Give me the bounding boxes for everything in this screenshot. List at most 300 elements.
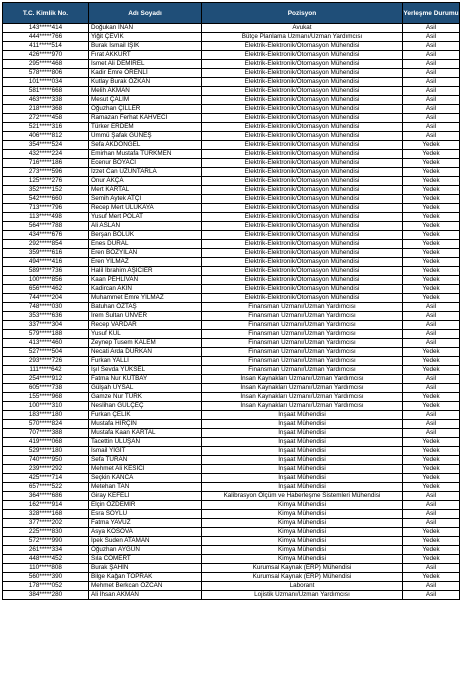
position-cell: İnşaat Mühendisi [202, 411, 403, 420]
tc-kimlik-no-cell: 716*****186 [3, 159, 89, 168]
name-cell: İsmet Ali DEMİREL [89, 60, 202, 69]
placement-status-cell: Yedek [403, 528, 460, 537]
name-cell: Mustafa Kaan KARTAL [89, 429, 202, 438]
tc-kimlik-no-cell: 529*****180 [3, 447, 89, 456]
placement-status-cell: Asil [403, 510, 460, 519]
table-row [3, 510, 460, 519]
table-row [3, 42, 460, 51]
tc-kimlik-no-cell: 448*****452 [3, 555, 89, 564]
name-cell: Kadir Emre ÖRENLİ [89, 69, 202, 78]
placement-status-cell: Yedek [403, 240, 460, 249]
position-cell: Avukat [202, 24, 403, 33]
placement-status-cell: Asil [403, 123, 460, 132]
table-row [3, 276, 460, 285]
placement-status-cell: Asil [403, 384, 460, 393]
table-row [3, 60, 460, 69]
placement-status-cell: Asil [403, 42, 460, 51]
position-cell: Elektrik-Elektronik/Otomasyon Mühendisi [202, 177, 403, 186]
position-cell: Finansman Uzmanı/Uzman Yardımcısı [202, 330, 403, 339]
placement-status-cell: Yedek [403, 555, 460, 564]
tc-kimlik-no-cell: 352*****152 [3, 186, 89, 195]
position-cell: İnsan Kaynakları Uzmanı/Uzman Yardımcısı [202, 402, 403, 411]
name-cell: Halil İbrahim AŞICIER [89, 267, 202, 276]
table-row [3, 141, 460, 150]
tc-kimlik-no-cell: 740*****950 [3, 456, 89, 465]
name-cell: Işıl Sevda YÜKSEL [89, 366, 202, 375]
placement-status-cell: Asil [403, 330, 460, 339]
name-cell: Emirhan Mustafa TÜRKMEN [89, 150, 202, 159]
position-cell: Finansman Uzmanı/Uzman Yardımcısı [202, 303, 403, 312]
name-cell: İzzet Can UZUNTARLA [89, 168, 202, 177]
name-cell: Necati Arda DURKAN [89, 348, 202, 357]
position-cell: Elektrik-Elektronik/Otomasyon Mühendisi [202, 204, 403, 213]
placement-status-cell: Yedek [403, 348, 460, 357]
position-cell: Elektrik-Elektronik/Otomasyon Mühendisi [202, 51, 403, 60]
position-cell: Kimya Mühendisi [202, 501, 403, 510]
placement-status-cell: Asil [403, 582, 460, 591]
position-cell: İnşaat Mühendisi [202, 456, 403, 465]
table-row [3, 402, 460, 411]
position-cell: İnşaat Mühendisi [202, 474, 403, 483]
tc-kimlik-no-cell: 542*****660 [3, 195, 89, 204]
placement-status-cell: Asil [403, 519, 460, 528]
position-cell: İnşaat Mühendisi [202, 429, 403, 438]
tc-kimlik-no-cell: 570*****824 [3, 420, 89, 429]
table-row [3, 168, 460, 177]
table-row [3, 204, 460, 213]
table-row [3, 258, 460, 267]
placement-status-cell: Yedek [403, 213, 460, 222]
placement-status-cell: Yedek [403, 537, 460, 546]
placement-status-cell: Yedek [403, 357, 460, 366]
name-cell: Kadircan AKIN [89, 285, 202, 294]
position-cell: Elektrik-Elektronik/Otomasyon Mühendisi [202, 159, 403, 168]
name-cell: Gülşah UYSAL [89, 384, 202, 393]
placement-status-cell: Asil [403, 303, 460, 312]
name-cell: Eren YILMAZ [89, 258, 202, 267]
tc-kimlik-no-cell: 657*****522 [3, 483, 89, 492]
table-row [3, 114, 460, 123]
position-cell: Kalibrasyon Ölçüm ve Haberleşme Sistemleri Mühendisi [202, 492, 403, 501]
name-cell: Burak İsmail IŞIK [89, 42, 202, 51]
tc-kimlik-no-cell: 225*****830 [3, 528, 89, 537]
position-cell: Elektrik-Elektronik/Otomasyon Mühendisi [202, 105, 403, 114]
header-yerlesme-durumu: Yerleşme Durumu [403, 3, 460, 24]
tc-kimlik-no-cell: 178*****052 [3, 582, 89, 591]
position-cell: Elektrik-Elektronik/Otomasyon Mühendisi [202, 69, 403, 78]
name-cell: Sefa TURAN [89, 456, 202, 465]
tc-kimlik-no-cell: 239*****292 [3, 465, 89, 474]
table-row [3, 78, 460, 87]
tc-kimlik-no-cell: 384*****280 [3, 591, 89, 600]
position-cell: Laborant [202, 582, 403, 591]
position-cell: Bütçe Planlama Uzmanı/Uzman Yardımcısı [202, 33, 403, 42]
position-cell: Finansman Uzmanı/Uzman Yardımcısı [202, 348, 403, 357]
position-cell: İnşaat Mühendisi [202, 483, 403, 492]
name-cell: Seçkin KANCA [89, 474, 202, 483]
table-row [3, 483, 460, 492]
placement-status-cell: Asil [403, 60, 460, 69]
table-row [3, 303, 460, 312]
position-cell: Elektrik-Elektronik/Otomasyon Mühendisi [202, 285, 403, 294]
tc-kimlik-no-cell: 113*****498 [3, 213, 89, 222]
placement-status-cell: Yedek [403, 546, 460, 555]
table-header-row [3, 3, 460, 24]
table-row [3, 456, 460, 465]
tc-kimlik-no-cell: 218*****368 [3, 105, 89, 114]
table-row [3, 150, 460, 159]
tc-kimlik-no-cell: 272*****458 [3, 114, 89, 123]
name-cell: Mesut ÇALIM [89, 96, 202, 105]
table-row [3, 366, 460, 375]
table-row [3, 51, 460, 60]
table-row [3, 195, 460, 204]
placement-status-cell: Yedek [403, 258, 460, 267]
name-cell: Neslihan GÜLÇEÇ [89, 402, 202, 411]
tc-kimlik-no-cell: 521*****316 [3, 123, 89, 132]
position-cell: Kurumsal Kaynak (ERP) Mühendisi [202, 564, 403, 573]
table-row [3, 501, 460, 510]
name-cell: Recep VARDAR [89, 321, 202, 330]
placement-status-cell: Asil [403, 312, 460, 321]
table-row [3, 285, 460, 294]
placement-status-cell: Asil [403, 411, 460, 420]
tc-kimlik-no-cell: 411*****514 [3, 42, 89, 51]
position-cell: İnşaat Mühendisi [202, 438, 403, 447]
position-cell: Elektrik-Elektronik/Otomasyon Mühendisi [202, 186, 403, 195]
placement-status-cell: Yedek [403, 366, 460, 375]
table-row [3, 546, 460, 555]
placement-status-cell: Asil [403, 33, 460, 42]
name-cell: Mustafa HIRÇIN [89, 420, 202, 429]
table-row [3, 33, 460, 42]
placement-status-cell: Yedek [403, 159, 460, 168]
table-row [3, 573, 460, 582]
position-cell: Elektrik-Elektronik/Otomasyon Mühendisi [202, 87, 403, 96]
table-row [3, 177, 460, 186]
name-cell: Eren BOZYILAN [89, 249, 202, 258]
tc-kimlik-no-cell: 293*****726 [3, 357, 89, 366]
table-row [3, 375, 460, 384]
position-cell: Elektrik-Elektronik/Otomasyon Mühendisi [202, 258, 403, 267]
name-cell: İrem Sultan ÜNVER [89, 312, 202, 321]
table-row [3, 69, 460, 78]
placement-status-cell: Asil [403, 87, 460, 96]
placement-status-cell: Yedek [403, 177, 460, 186]
tc-kimlik-no-cell: 444*****766 [3, 33, 89, 42]
placement-status-cell: Asil [403, 69, 460, 78]
name-cell: Recep Mert ULUKAYA [89, 204, 202, 213]
name-cell: Metehan TAN [89, 483, 202, 492]
table-row [3, 294, 460, 303]
table-row [3, 330, 460, 339]
name-cell: Enes DURAL [89, 240, 202, 249]
placement-status-cell: Asil [403, 105, 460, 114]
name-cell: Gamze Nur TÜRK [89, 393, 202, 402]
name-cell: Bilge Kağan TOPRAK [89, 573, 202, 582]
name-cell: Türker ERDEM [89, 123, 202, 132]
tc-kimlik-no-cell: 110*****808 [3, 564, 89, 573]
position-cell: İnşaat Mühendisi [202, 447, 403, 456]
tc-kimlik-no-cell: 605*****738 [3, 384, 89, 393]
position-cell: Elektrik-Elektronik/Otomasyon Mühendisi [202, 240, 403, 249]
placement-status-cell: Yedek [403, 168, 460, 177]
placement-status-cell: Asil [403, 591, 460, 600]
table-row [3, 213, 460, 222]
tc-kimlik-no-cell: 125*****276 [3, 177, 89, 186]
position-cell: Finansman Uzmanı/Uzman Yardımcısı [202, 339, 403, 348]
name-cell: Ali ASLAN [89, 222, 202, 231]
placement-status-cell: Yedek [403, 249, 460, 258]
position-cell: Kimya Mühendisi [202, 510, 403, 519]
position-cell: Elektrik-Elektronik/Otomasyon Mühendisi [202, 141, 403, 150]
name-cell: Muhammet Emre YILMAZ [89, 294, 202, 303]
table-row [3, 105, 460, 114]
table-row [3, 357, 460, 366]
tc-kimlik-no-cell: 273*****596 [3, 168, 89, 177]
name-cell: Batuhan ÖZTAŞ [89, 303, 202, 312]
tc-kimlik-no-cell: 337*****304 [3, 321, 89, 330]
placement-status-cell: Yedek [403, 483, 460, 492]
position-cell: Elektrik-Elektronik/Otomasyon Mühendisi [202, 132, 403, 141]
table-row [3, 249, 460, 258]
position-cell: Elektrik-Elektronik/Otomasyon Mühendisi [202, 249, 403, 258]
placement-status-cell: Yedek [403, 231, 460, 240]
placement-status-cell: Yedek [403, 447, 460, 456]
name-cell: Berşan BÖLÜK [89, 231, 202, 240]
placement-status-cell: Yedek [403, 402, 460, 411]
placement-status-cell: Yedek [403, 267, 460, 276]
tc-kimlik-no-cell: 434*****676 [3, 231, 89, 240]
table-row [3, 24, 460, 33]
tc-kimlik-no-cell: 748*****030 [3, 303, 89, 312]
placement-status-cell: Asil [403, 492, 460, 501]
name-cell: İsmail YİĞİT [89, 447, 202, 456]
name-cell: Ümmü Şafak GÜNEŞ [89, 132, 202, 141]
name-cell: Kutlay Burak ÖZKAN [89, 78, 202, 87]
table-row [3, 231, 460, 240]
position-cell: İnsan Kaynakları Uzmanı/Uzman Yardımcısı [202, 375, 403, 384]
placement-status-cell: Asil [403, 501, 460, 510]
position-cell: Kimya Mühendisi [202, 555, 403, 564]
placement-status-cell: Asil [403, 24, 460, 33]
tc-kimlik-no-cell: 292*****854 [3, 240, 89, 249]
tc-kimlik-no-cell: 295*****468 [3, 60, 89, 69]
table-row [3, 420, 460, 429]
tc-kimlik-no-cell: 572*****990 [3, 537, 89, 546]
table-row [3, 159, 460, 168]
header-adi-soyadi: Adı Soyadı [89, 3, 202, 24]
name-cell: Ramazan Ferhat KAHVECİ [89, 114, 202, 123]
placement-table [2, 2, 460, 600]
name-cell: Yusuf KUL [89, 330, 202, 339]
placement-status-cell: Yedek [403, 276, 460, 285]
table-row [3, 186, 460, 195]
position-cell: Elektrik-Elektronik/Otomasyon Mühendisi [202, 42, 403, 51]
position-cell: İnsan Kaynakları Uzmanı/Uzman Yardımcısı [202, 384, 403, 393]
table-row [3, 132, 460, 141]
tc-kimlik-no-cell: 494*****416 [3, 258, 89, 267]
tc-kimlik-no-cell: 162*****914 [3, 501, 89, 510]
name-cell: Onur AKÇA [89, 177, 202, 186]
position-cell: Finansman Uzmanı/Uzman Yardımcısı [202, 312, 403, 321]
tc-kimlik-no-cell: 328*****168 [3, 510, 89, 519]
placement-status-cell: Yedek [403, 195, 460, 204]
name-cell: Oğuzhan AYGÜN [89, 546, 202, 555]
position-cell: Kimya Mühendisi [202, 546, 403, 555]
placement-status-cell: Yedek [403, 573, 460, 582]
table-row [3, 123, 460, 132]
table-row [3, 87, 460, 96]
table-row [3, 492, 460, 501]
table-row [3, 438, 460, 447]
position-cell: Elektrik-Elektronik/Otomasyon Mühendisi [202, 294, 403, 303]
name-cell: Ecenur BOYACI [89, 159, 202, 168]
position-cell: Elektrik-Elektronik/Otomasyon Mühendisi [202, 96, 403, 105]
placement-status-cell: Yedek [403, 186, 460, 195]
name-cell: Giray KEFELİ [89, 492, 202, 501]
table-row [3, 348, 460, 357]
tc-kimlik-no-cell: 261*****334 [3, 546, 89, 555]
table-row [3, 222, 460, 231]
name-cell: Fatma Nur KUTBAY [89, 375, 202, 384]
placement-status-cell: Asil [403, 375, 460, 384]
table-row [3, 555, 460, 564]
placement-status-cell: Yedek [403, 141, 460, 150]
table-row [3, 96, 460, 105]
placement-status-cell: Yedek [403, 204, 460, 213]
name-cell: Furkan ÇELİK [89, 411, 202, 420]
position-cell: Kurumsal Kaynak (ERP) Mühendisi [202, 573, 403, 582]
table-row [3, 447, 460, 456]
table-row [3, 411, 460, 420]
tc-kimlik-no-cell: 560*****390 [3, 573, 89, 582]
placement-status-cell: Yedek [403, 438, 460, 447]
placement-status-cell: Asil [403, 321, 460, 330]
tc-kimlik-no-cell: 564*****788 [3, 222, 89, 231]
tc-kimlik-no-cell: 419*****068 [3, 438, 89, 447]
placement-status-cell: Yedek [403, 222, 460, 231]
table-row [3, 465, 460, 474]
tc-kimlik-no-cell: 101*****034 [3, 78, 89, 87]
position-cell: Elektrik-Elektronik/Otomasyon Mühendisi [202, 213, 403, 222]
placement-status-cell: Yedek [403, 465, 460, 474]
tc-kimlik-no-cell: 527*****504 [3, 348, 89, 357]
name-cell: Elçin ÖZDEMİR [89, 501, 202, 510]
name-cell: Mehmet Berkcan ÖZCAN [89, 582, 202, 591]
name-cell: Mehmet Ali KESİCİ [89, 465, 202, 474]
position-cell: Finansman Uzmanı/Uzman Yardımcısı [202, 357, 403, 366]
header-tc-kimlik-no: T.C. Kimlik No. [3, 3, 89, 24]
name-cell: Oğuzhan ÇİLLER [89, 105, 202, 114]
tc-kimlik-no-cell: 579*****188 [3, 330, 89, 339]
position-cell: Elektrik-Elektronik/Otomasyon Mühendisi [202, 78, 403, 87]
tc-kimlik-no-cell: 744*****204 [3, 294, 89, 303]
table-row [3, 321, 460, 330]
tc-kimlik-no-cell: 254*****912 [3, 375, 89, 384]
tc-kimlik-no-cell: 353*****636 [3, 312, 89, 321]
tc-kimlik-no-cell: 432*****224 [3, 150, 89, 159]
name-cell: Ali İhsan AKMAN [89, 591, 202, 600]
table-row [3, 474, 460, 483]
position-cell: İnşaat Mühendisi [202, 465, 403, 474]
placement-status-cell: Yedek [403, 150, 460, 159]
name-cell: Fırat AKKURT [89, 51, 202, 60]
tc-kimlik-no-cell: 377*****202 [3, 519, 89, 528]
table-row [3, 519, 460, 528]
name-cell: Tacettin ULUŞAN [89, 438, 202, 447]
name-cell: Doğukan İNAN [89, 24, 202, 33]
tc-kimlik-no-cell: 111*****642 [3, 366, 89, 375]
tc-kimlik-no-cell: 359*****616 [3, 249, 89, 258]
placement-status-cell: Asil [403, 114, 460, 123]
table-row [3, 582, 460, 591]
tc-kimlik-no-cell: 581*****668 [3, 87, 89, 96]
name-cell: Semih Aytek ATÇI [89, 195, 202, 204]
tc-kimlik-no-cell: 707*****388 [3, 429, 89, 438]
placement-status-cell: Yedek [403, 285, 460, 294]
tc-kimlik-no-cell: 143*****414 [3, 24, 89, 33]
tc-kimlik-no-cell: 463*****338 [3, 96, 89, 105]
position-cell: Elektrik-Elektronik/Otomasyon Mühendisi [202, 276, 403, 285]
table-row [3, 528, 460, 537]
position-cell: Finansman Uzmanı/Uzman Yardımcısı [202, 321, 403, 330]
position-cell: Elektrik-Elektronik/Otomasyon Mühendisi [202, 267, 403, 276]
placement-status-cell: Asil [403, 51, 460, 60]
name-cell: Kaan PEHLİVAN [89, 276, 202, 285]
position-cell: Elektrik-Elektronik/Otomasyon Mühendisi [202, 150, 403, 159]
table-row [3, 384, 460, 393]
name-cell: Fatma YAVUZ [89, 519, 202, 528]
tc-kimlik-no-cell: 413*****460 [3, 339, 89, 348]
position-cell: Elektrik-Elektronik/Otomasyon Mühendisi [202, 123, 403, 132]
tc-kimlik-no-cell: 354*****524 [3, 141, 89, 150]
table-row [3, 537, 460, 546]
position-cell: İnşaat Mühendisi [202, 420, 403, 429]
name-cell: Esra SOYLU [89, 510, 202, 519]
position-cell: Elektrik-Elektronik/Otomasyon Mühendisi [202, 231, 403, 240]
tc-kimlik-no-cell: 100*****310 [3, 402, 89, 411]
name-cell: Zeynep Tusem KALEM [89, 339, 202, 348]
name-cell: Yiğit ÇEVİK [89, 33, 202, 42]
tc-kimlik-no-cell: 100*****856 [3, 276, 89, 285]
table-row [3, 339, 460, 348]
position-cell: Elektrik-Elektronik/Otomasyon Mühendisi [202, 60, 403, 69]
name-cell: Sıla CÖMERT [89, 555, 202, 564]
placement-status-cell: Yedek [403, 393, 460, 402]
table-row [3, 267, 460, 276]
position-cell: İnsan Kaynakları Uzmanı/Uzman Yardımcısı [202, 393, 403, 402]
placement-status-cell: Asil [403, 78, 460, 87]
name-cell: Asya KOSOVA [89, 528, 202, 537]
name-cell: Yusuf Mert POLAT [89, 213, 202, 222]
table-row [3, 429, 460, 438]
placement-status-cell: Asil [403, 96, 460, 105]
position-cell: Elektrik-Elektronik/Otomasyon Mühendisi [202, 114, 403, 123]
placement-status-cell: Yedek [403, 474, 460, 483]
name-cell: Sefa AKDÖNGEL [89, 141, 202, 150]
position-cell: Kimya Mühendisi [202, 528, 403, 537]
placement-status-cell: Asil [403, 564, 460, 573]
name-cell: Melih AKMAN [89, 87, 202, 96]
position-cell: Elektrik-Elektronik/Otomasyon Mühendisi [202, 168, 403, 177]
tc-kimlik-no-cell: 425*****714 [3, 474, 89, 483]
tc-kimlik-no-cell: 578*****806 [3, 69, 89, 78]
tc-kimlik-no-cell: 406*****812 [3, 132, 89, 141]
table-body [3, 24, 460, 600]
position-cell: Elektrik-Elektronik/Otomasyon Mühendisi [202, 195, 403, 204]
tc-kimlik-no-cell: 155*****968 [3, 393, 89, 402]
